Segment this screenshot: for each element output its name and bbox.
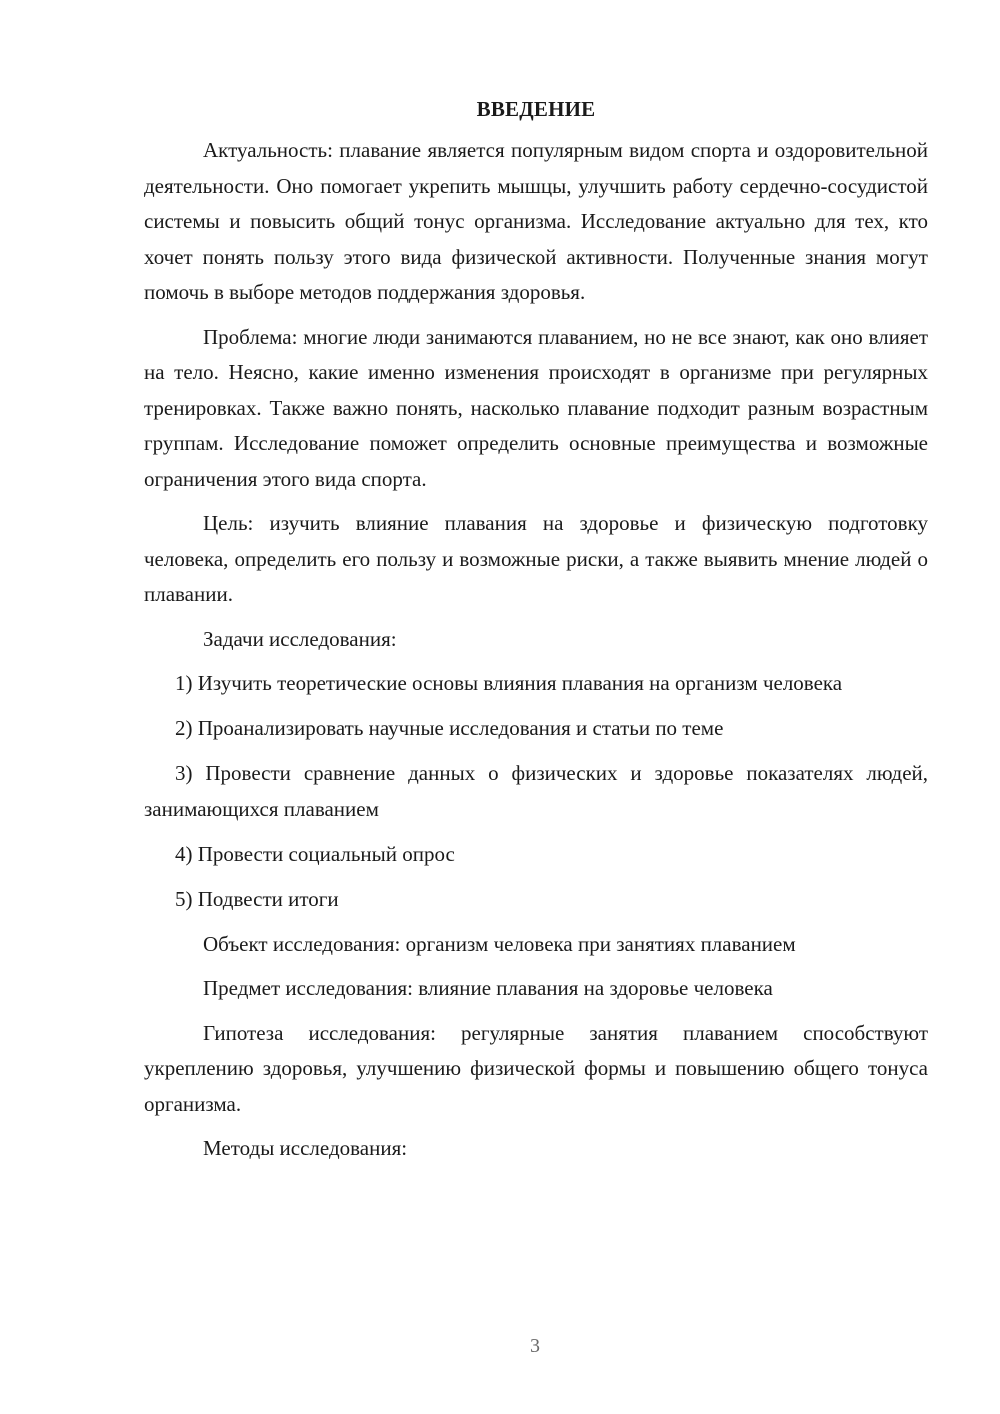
paragraph-methods-heading: Методы исследования: <box>203 1136 408 1160</box>
paragraph-goal: Цель: изучить влияние плавания на здоровье и физическую подготовку человека, определить его пользу и возможные риски, а также выявить мнение людей о плавании. <box>144 511 928 606</box>
paragraph-relevance: Актуальность: плавание является популярным видом спорта и оздоровительной деятельности. Оно помогает укрепить мышцы, улучшить работу сердечно-сосудистой системы и повысить общий тонус организма. Исследование актуально для тех, кто хочет понять пользу этого вида физической активности. Полученные знания могут помочь в выборе методов поддержания здоровья. <box>144 138 928 304</box>
section-title: ВВЕДЕНИЕ <box>476 97 596 121</box>
paragraph-object: Объект исследования: организм человека при занятиях плаванием <box>203 931 796 956</box>
paragraph-tasks-heading: Задачи исследования: <box>203 626 397 651</box>
task-item-4: 4) Провести социальный опрос <box>175 841 455 866</box>
document-page <box>144 92 928 1176</box>
page-number: 3 <box>530 1335 540 1357</box>
task-item-2: 2) Проанализировать научные исследования и статьи по теме <box>175 716 724 740</box>
paragraph-problem: Проблема: многие люди занимаются плаванием, но не все знают, как оно влияет на тело. Неясно, какие именно изменения происходят в организме при регулярных тренировках. Также важно понять, насколько плавание подходит разным возрастным группам. Исследование поможет определить основные преимущества и возможные ограничения этого вида спорта. <box>144 324 928 491</box>
task-item-1: 1) Изучить теоретические основы влияния плавания на организм человека <box>175 671 843 695</box>
task-item-5: 5) Подвести итоги <box>175 886 339 911</box>
paragraph-subject: Предмет исследования: влияние плавания на здоровье человека <box>203 976 773 1000</box>
task-item-3: 3) Провести сравнение данных о физических и здоровье показателях людей, занимающихся плаванием <box>144 761 928 821</box>
paragraph-hypothesis: Гипотеза исследования: регулярные занятия плаванием способствуют укреплению здоровья, улучшению физической формы и повышению общего тонуса организма. <box>144 1020 928 1116</box>
